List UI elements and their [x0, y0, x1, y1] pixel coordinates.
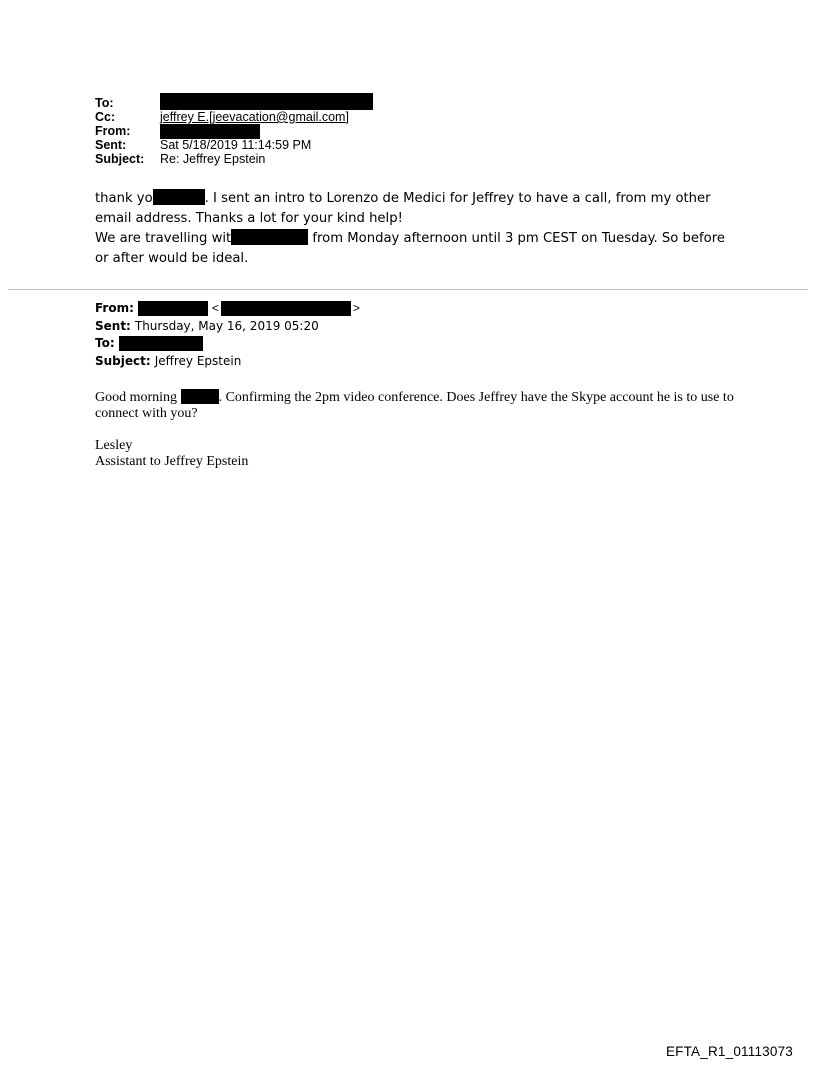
reply-text: . I sent an intro to Lorenzo de Medici for Jeffrey to have a call, from my other email address. Thanks a lot for your kind help!: [95, 191, 711, 226]
quoted-to-label: To:: [95, 336, 115, 350]
quoted-sent-row: [95, 318, 360, 336]
reply-text: from Monday afternoon until 3 pm CEST on Tuesday. So before or after would be ideal.: [95, 231, 725, 266]
from-row: [95, 124, 373, 138]
email-header: [95, 96, 373, 166]
redacted-name: [231, 229, 308, 245]
quoted-sent-label: Sent:: [95, 318, 131, 333]
cc-row: [95, 110, 373, 124]
sent-label: Sent:: [95, 138, 127, 152]
reply-paragraph-1: [95, 189, 735, 229]
redacted-sender-email: [221, 301, 351, 316]
quoted-subject-row: [95, 353, 360, 371]
signature-title: Assistant to Jeffrey Epstein: [95, 454, 249, 469]
quoted-subject-label: Subject:: [95, 353, 151, 368]
redacted-to: [160, 93, 373, 110]
reply-body: [95, 189, 735, 269]
redacted-recipient: [119, 336, 203, 351]
quoted-subject-value: Jeffrey Epstein: [154, 353, 242, 368]
subject-row: [95, 152, 373, 166]
redacted-name: [181, 389, 219, 404]
redacted-sender-name: [138, 301, 208, 316]
email-open-bracket: <: [211, 301, 219, 315]
from-label: From:: [95, 124, 131, 138]
cc-label: Cc:: [95, 110, 116, 124]
quoted-paragraph: [95, 389, 735, 422]
to-label: To:: [95, 96, 114, 110]
signature-name: Lesley: [95, 438, 133, 453]
message-divider: [8, 289, 808, 290]
redacted-from: [160, 124, 260, 139]
quoted-to-row: [95, 335, 360, 353]
document-id: EFTA_R1_01113073: [665, 1044, 793, 1059]
reply-text: We are travelling wit: [95, 231, 232, 246]
to-row: [95, 96, 373, 110]
subject-label: Subject:: [95, 152, 145, 166]
cc-value[interactable]: jeffrey E.[jeevacation@gmail.com]: [160, 110, 349, 124]
quoted-from-row: [95, 300, 360, 318]
quoted-body: [95, 389, 735, 470]
reply-paragraph-2: [95, 229, 735, 269]
quoted-sent-value: Thursday, May 16, 2019 05:20: [134, 318, 319, 333]
greeting-text: Good morning: [95, 390, 178, 405]
email-close-bracket: >: [352, 301, 360, 315]
message-text: . Confirming the 2pm video conference. Does Jeffrey have the Skype account he is to use to connect with you?: [95, 390, 734, 421]
quoted-header: [95, 300, 360, 370]
subject-value: Re: Jeffrey Epstein: [160, 152, 266, 166]
sent-row: [95, 138, 373, 152]
quoted-from-label: From:: [95, 301, 134, 315]
sent-value: Sat 5/18/2019 11:14:59 PM: [160, 138, 312, 152]
reply-text: thank yo: [95, 191, 153, 206]
redacted-name: [153, 189, 205, 205]
